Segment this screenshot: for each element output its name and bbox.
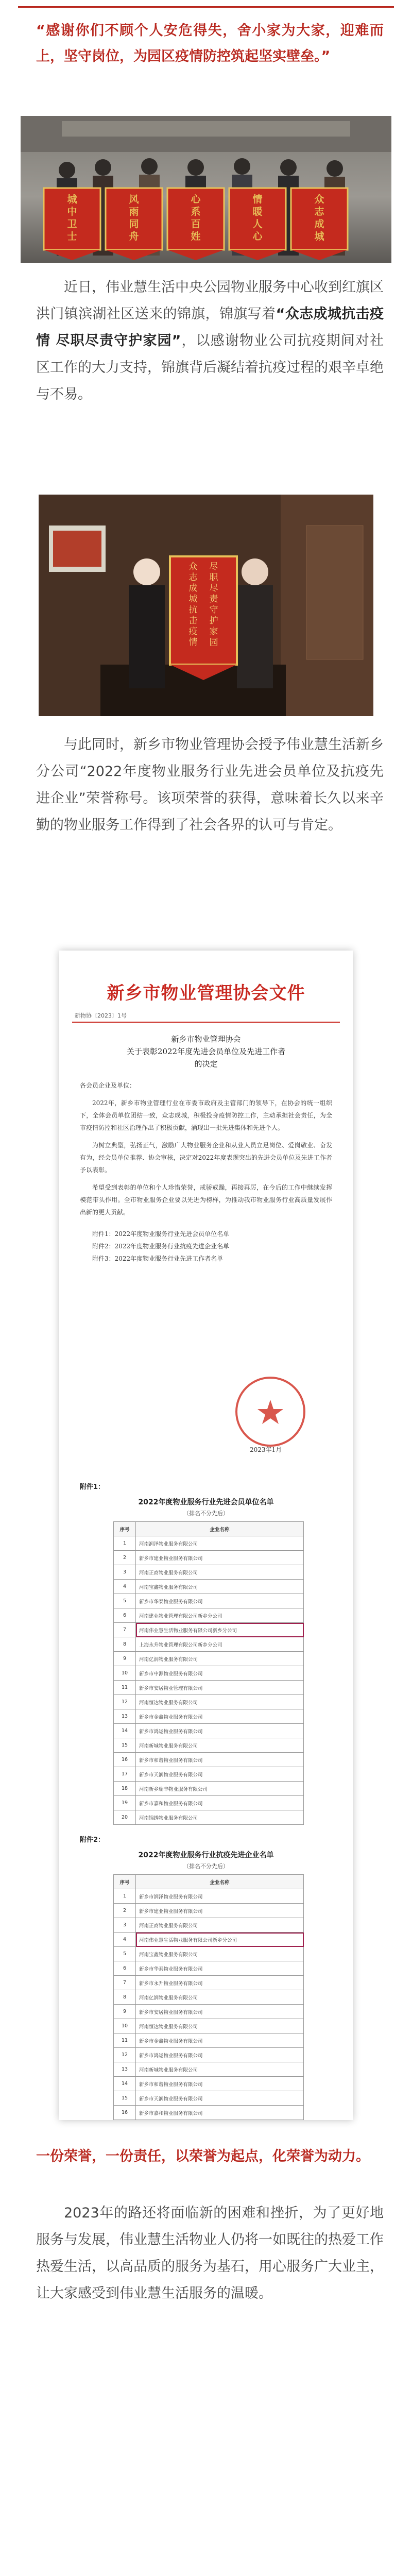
company-name: 河南新城物业服务有限公司 xyxy=(136,2062,304,2077)
banner-char: 情 xyxy=(252,194,263,205)
company-name: 河南伟业慧生活物业服务有限公司新乡分公司 xyxy=(136,1933,304,1947)
company-name: 河南新城物业服务有限公司 xyxy=(136,1738,304,1753)
banner-char: 众 xyxy=(314,194,324,205)
banner-char: 百 xyxy=(191,218,201,230)
row-number: 5 xyxy=(114,1947,136,1961)
row-number: 12 xyxy=(114,2048,136,2062)
table-row xyxy=(114,1536,304,1551)
table-row xyxy=(114,1709,304,1724)
company-name: 新乡市嘉和物业服务有限公司 xyxy=(136,1796,304,1810)
table-row xyxy=(114,1652,304,1666)
table-row xyxy=(114,1782,304,1796)
table-row xyxy=(114,1738,304,1753)
banner-char: 暖 xyxy=(252,206,263,217)
row-number: 13 xyxy=(114,2062,136,2077)
banner-char: 卫 xyxy=(67,218,77,230)
company-name: 河南锦绣物业服务有限公司 xyxy=(136,1810,304,1825)
row-number: 19 xyxy=(114,1796,136,1810)
row-number: 4 xyxy=(114,1933,136,1947)
company-name: 河南宝鑫物业服务有限公司 xyxy=(136,1580,304,1594)
company-name: 新乡市安居物业服务有限公司 xyxy=(136,2005,304,2019)
silk-banner xyxy=(44,188,100,260)
row-number: 15 xyxy=(114,1738,136,1753)
document-red-rule xyxy=(72,1022,340,1023)
row-number: 3 xyxy=(114,1565,136,1580)
annex-1-table xyxy=(113,1521,304,1825)
company-name: 新乡市润泽物业服务有限公司 xyxy=(136,1889,304,1904)
banner-char: 人 xyxy=(252,218,263,230)
table-row xyxy=(114,1608,304,1623)
row-number: 11 xyxy=(114,1681,136,1695)
row-number: 17 xyxy=(114,1767,136,1782)
headline-quote: “感谢你们不顾个人安危得失，舍小家为大家，迎难而上，坚守岗位，为园区疫情防控筑起坚实壁垒。” xyxy=(36,23,384,64)
table-row xyxy=(114,1976,304,1990)
row-number: 20 xyxy=(114,1810,136,1825)
annex-1-col-name: 企业名称 xyxy=(136,1522,304,1536)
row-number: 9 xyxy=(114,2005,136,2019)
annex-1-col-no: 序号 xyxy=(114,1522,136,1536)
row-number: 2 xyxy=(114,1551,136,1565)
table-row xyxy=(114,2005,304,2019)
top-divider-line xyxy=(18,6,394,8)
annex-2-label: 附件2： xyxy=(80,1836,105,1844)
row-number: 7 xyxy=(114,1623,136,1637)
row-number: 10 xyxy=(114,2019,136,2033)
annex-2-table xyxy=(113,1874,304,2120)
row-number: 14 xyxy=(114,2077,136,2091)
silk-banner xyxy=(167,188,224,260)
company-name: 新乡市和谐物业服务有限公司 xyxy=(136,1753,304,1767)
row-number: 8 xyxy=(114,1637,136,1652)
company-name: 新乡市永升物业服务有限公司 xyxy=(136,1976,304,1990)
company-name: 新乡市鸿运物业服务有限公司 xyxy=(136,2048,304,2062)
banner-char: 心 xyxy=(252,231,263,242)
table-row xyxy=(114,1961,304,1976)
company-name: 新乡市华泰物业服务有限公司 xyxy=(136,1961,304,1976)
table-row xyxy=(114,1724,304,1738)
company-name: 新乡市建业物业服务有限公司 xyxy=(136,1551,304,1565)
document-body-p1: 2022年，新乡市物业管理行业在市委市政府及主管部门的领导下，在协会的统一组织下，全体会员单位团结一致，众志成城，积极投身疫情防控工作，主动承担社会责任，为全市疫情防控和社区治理作出了积极贡献，涌现出一批先进集体和先进个人。 xyxy=(80,1099,332,1131)
row-number: 14 xyxy=(114,1724,136,1738)
table-row xyxy=(114,1580,304,1594)
table-row xyxy=(114,1767,304,1782)
company-name: 新乡市金鑫物业服务有限公司 xyxy=(136,1709,304,1724)
company-name: 河南恒达物业服务有限公司 xyxy=(136,1695,304,1709)
document-title: 新乡市物业管理协会文件 xyxy=(107,983,305,1004)
banner-char: 心 xyxy=(191,194,201,205)
row-number: 10 xyxy=(114,1666,136,1681)
annex-1-label: 附件1： xyxy=(80,1483,105,1491)
table-row xyxy=(114,1623,304,1637)
document-body xyxy=(80,1079,332,1265)
table-row xyxy=(114,2033,304,2048)
group-banner-photo xyxy=(21,116,391,263)
banner-char: 风 xyxy=(129,194,139,205)
table-row xyxy=(114,2077,304,2091)
annex-1-title: 2022年度物业服务行业先进会员单位名单 xyxy=(138,1498,274,1506)
document-heading-line-2: 关于表彰2022年度先进会员单位及先进工作者 xyxy=(126,1047,286,1056)
row-number: 18 xyxy=(114,1782,136,1796)
company-name: 河南宝鑫物业服务有限公司 xyxy=(136,1947,304,1961)
banner-handover-photo xyxy=(39,495,373,716)
row-number: 9 xyxy=(114,1652,136,1666)
paragraph-banner-news-bold: “众志成城抗击疫情 尽职尽责守护家园” xyxy=(36,306,384,349)
paragraph-banner-news-text: 近日，伟业慧生活中央公园物业服务中心收到红旗区洪门镇滨湖社区送来的锦旗，锦旗写着 xyxy=(36,279,384,322)
banner-char: 姓 xyxy=(191,231,201,242)
row-number: 15 xyxy=(114,2091,136,2106)
row-number: 16 xyxy=(114,2106,136,2120)
annex-2-subtitle: （排名不分先后） xyxy=(183,1863,229,1870)
silk-banner xyxy=(106,188,162,260)
annex-2-col-no: 序号 xyxy=(114,1875,136,1889)
slogan: 一份荣誉，一份责任，以荣誉为起点，化荣誉为动力。 xyxy=(36,2148,370,2164)
paragraph-outlook xyxy=(36,2200,384,2307)
company-name: 新乡市天润物业服务有限公司 xyxy=(136,1767,304,1782)
company-name: 河南亿润物业服务有限公司 xyxy=(136,1990,304,2005)
table-row xyxy=(114,2091,304,2106)
company-name: 新乡市鸿运物业服务有限公司 xyxy=(136,1724,304,1738)
document-heading-line-3: 的决定 xyxy=(194,1059,218,1069)
paragraph-outlook-text: 2023年的路还将面临新的困难和挫折，为了更好地服务与发展，伟业慧生活物业人仍将一如既往的热爱工作热爱生活，以高品质的服务为基石，用心服务广大业主，让大家感受到伟业慧生活服务的温暖。 xyxy=(36,2205,384,2301)
table-row xyxy=(114,1753,304,1767)
table-row xyxy=(114,1933,304,1947)
table-row xyxy=(114,1594,304,1608)
table-row xyxy=(114,1681,304,1695)
paragraph-association-honor xyxy=(36,732,384,839)
document-body-p3: 希望受到表彰的单位和个人珍惜荣誉，戒骄戒躁，再接再厉，在今后的工作中继续发挥模范带头作用。全市物业服务企业要以先进为榜样，为推动我市物业服务行业高质量发展作出新的更大贡献。 xyxy=(80,1184,332,1216)
table-row xyxy=(114,1990,304,2005)
document-annex-1-ref: 附件1：2022年度物业服务行业先进会员单位名单 xyxy=(92,1230,230,1238)
banner-char: 城 xyxy=(314,231,324,242)
banner-char: 志 xyxy=(314,206,324,217)
company-name: 河南新乡瑞丰物业服务有限公司 xyxy=(136,1782,304,1796)
document-annex-3-ref: 附件3：2022年度物业服务行业先进工作者名单 xyxy=(92,1255,224,1262)
company-name: 新乡市安居物业管理有限公司 xyxy=(136,1681,304,1695)
row-number: 5 xyxy=(114,1594,136,1608)
document-date: 2023年1月 xyxy=(250,1446,282,1453)
company-name: 上海永升物业管理有限公司新乡分公司 xyxy=(136,1637,304,1652)
row-number: 7 xyxy=(114,1976,136,1990)
company-name: 新乡市中源物业服务有限公司 xyxy=(136,1666,304,1681)
banner-char: 雨 xyxy=(129,206,139,217)
table-row xyxy=(114,2062,304,2077)
company-name: 新乡市嘉和物业服务有限公司 xyxy=(136,2106,304,2120)
banner-char: 城 xyxy=(67,194,77,205)
paragraph-banner-news xyxy=(36,274,384,408)
company-name: 河南伟业慧生活物业服务有限公司新乡分公司 xyxy=(136,1623,304,1637)
row-number: 1 xyxy=(114,1889,136,1904)
row-number: 6 xyxy=(114,1608,136,1623)
company-name: 河南恒达物业服务有限公司 xyxy=(136,2019,304,2033)
row-number: 4 xyxy=(114,1580,136,1594)
silk-banner xyxy=(291,188,348,260)
company-name: 河南建业物业管理有限公司新乡分公司 xyxy=(136,1608,304,1623)
document-salutation: 各会员企业及单位： xyxy=(80,1082,136,1089)
row-number: 6 xyxy=(114,1961,136,1976)
annex-1-subtitle: （排名不分先后） xyxy=(183,1510,229,1517)
banner-char: 成 xyxy=(314,218,324,230)
company-name: 新乡市和谐物业服务有限公司 xyxy=(136,2077,304,2091)
row-number: 13 xyxy=(114,1709,136,1724)
silk-banner xyxy=(229,188,286,260)
row-number: 16 xyxy=(114,1753,136,1767)
table-row xyxy=(114,1695,304,1709)
company-name: 河南正商物业服务有限公司 xyxy=(136,1918,304,1933)
company-name: 新乡市天润物业服务有限公司 xyxy=(136,2091,304,2106)
document-annex-2-ref: 附件2：2022年度物业服务行业抗疫先进企业名单 xyxy=(92,1243,230,1250)
document-number: 新物协〔2023〕1号 xyxy=(75,1012,127,1019)
banner-char: 同 xyxy=(129,218,139,230)
document-heading-line-1: 新乡市物业管理协会 xyxy=(171,1035,241,1044)
banner-char: 舟 xyxy=(129,231,139,242)
paragraph-association-honor-text: 与此同时，新乡市物业管理协会授予伟业慧生活新乡分公司“2022年度物业服务行业先进会员单位及抗疫先进企业”荣誉称号。该项荣誉的获得，意味着长久以来辛勤的物业服务工作得到了社会各界的认可与肯定。 xyxy=(36,737,384,833)
table-row xyxy=(114,1551,304,1565)
company-name: 河南亿润物业服务有限公司 xyxy=(136,1652,304,1666)
table-row xyxy=(114,2106,304,2120)
table-row xyxy=(114,1637,304,1652)
row-number: 3 xyxy=(114,1918,136,1933)
annex-2-col-name: 企业名称 xyxy=(136,1875,304,1889)
table-row xyxy=(114,1904,304,1918)
company-name: 河南正商物业服务有限公司 xyxy=(136,1565,304,1580)
table-row xyxy=(114,1796,304,1810)
paragraph-banner-news-tail: ，以感谢物业公司抗疫期间对社区工作的大力支持，锦旗背后凝结着抗疫过程的艰辛卓绝与不易。 xyxy=(36,333,384,402)
table-row xyxy=(114,1810,304,1825)
table-row xyxy=(114,2019,304,2033)
company-name: 新乡市金鑫物业服务有限公司 xyxy=(136,2033,304,2048)
banner-char: 系 xyxy=(191,206,201,217)
table-row xyxy=(114,1666,304,1681)
table-row xyxy=(114,1565,304,1580)
banner-char: 士 xyxy=(67,231,77,242)
table-row xyxy=(114,2048,304,2062)
table-row xyxy=(114,1889,304,1904)
svg-text:众志成城抗击疫情尽职尽责守护家园: 众志成城抗击疫情尽职尽责守护家园 xyxy=(188,562,218,648)
document-heading xyxy=(59,1033,353,1070)
row-number: 12 xyxy=(114,1695,136,1709)
row-number: 1 xyxy=(114,1536,136,1551)
table-row xyxy=(114,1918,304,1933)
association-seal xyxy=(232,1373,309,1450)
company-name: 河南润泽物业服务有限公司 xyxy=(136,1536,304,1551)
company-name: 新乡市建业物业服务有限公司 xyxy=(136,1904,304,1918)
row-number: 11 xyxy=(114,2033,136,2048)
banner-char: 中 xyxy=(67,206,77,217)
association-document xyxy=(59,951,353,2120)
row-number: 8 xyxy=(114,1990,136,2005)
table-row xyxy=(114,1947,304,1961)
company-name: 新乡市华泰物业服务有限公司 xyxy=(136,1594,304,1608)
row-number: 2 xyxy=(114,1904,136,1918)
document-body-p2: 为树立典型，弘扬正气，激励广大物业服务企业和从业人员立足岗位、爱岗敬业、奋发有为，经会员单位推荐、协会审核，决定对2022年度表现突出的先进会员单位及先进工作者予以表彰。 xyxy=(80,1142,332,1174)
annex-2-title: 2022年度物业服务行业抗疫先进企业名单 xyxy=(138,1851,274,1859)
